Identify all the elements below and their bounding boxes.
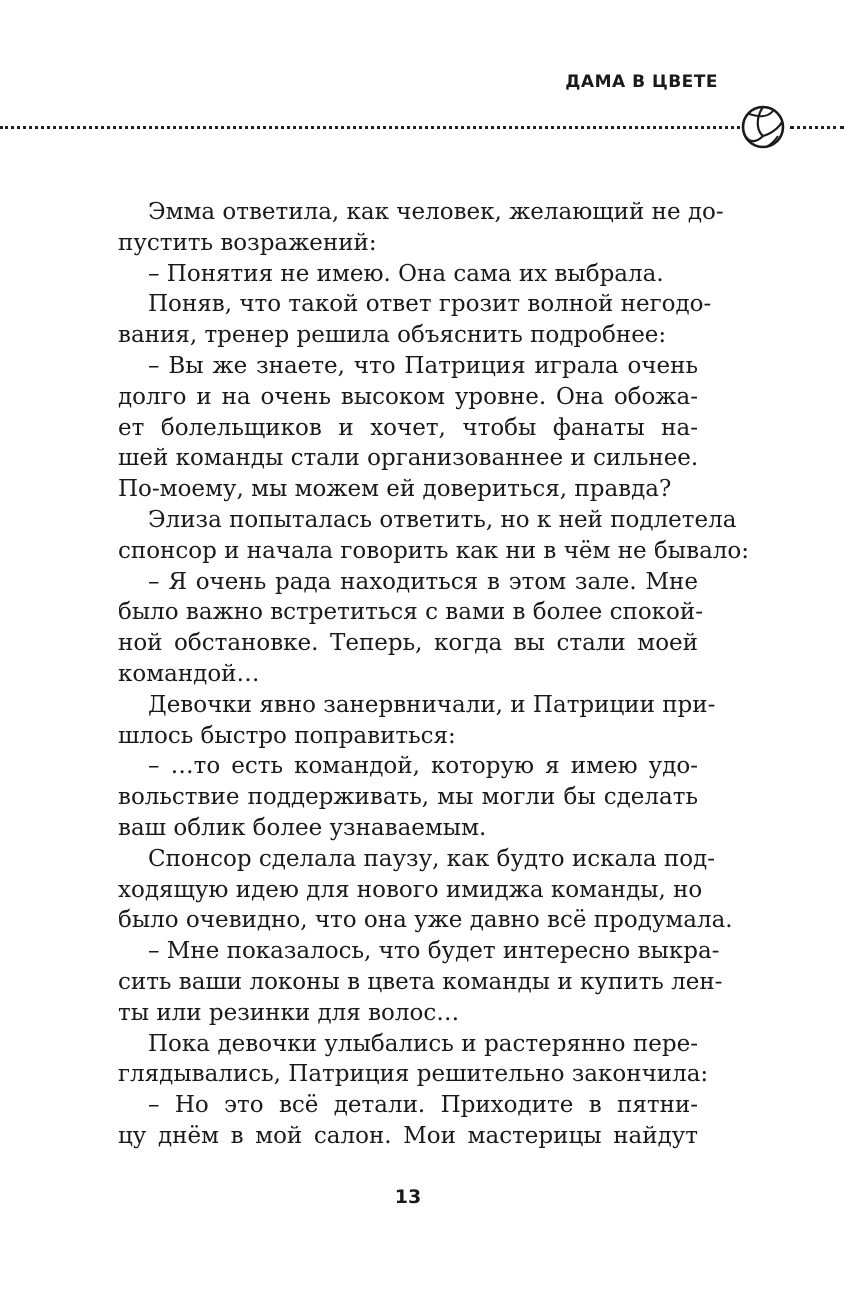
text-line: ходящую идею для нового имиджа команды, но [118, 876, 703, 903]
text-line: ной обстановке. Теперь, когда вы стали моей [118, 630, 698, 657]
text-line: Спонсор сделала паузу, как будто искала под- [148, 845, 715, 872]
text-line: было важно встретиться с вами в более спокой- [118, 599, 703, 626]
text-line: По-моему, мы можем ей довериться, правда? [118, 476, 672, 503]
text-line: ет болельщиков и хочет, чтобы фанаты на- [118, 414, 698, 441]
text-line: вания, тренер решила объяснить подробнее: [118, 322, 667, 349]
text-line: шей команды стали организованнее и сильнее. [118, 445, 699, 472]
text-line: вольствие поддерживать, мы могли бы сделать [118, 784, 698, 811]
text-line: спонсор и начала говорить как ни в чём не бывало: [118, 537, 749, 564]
volleyball-icon [740, 104, 786, 150]
text-line: – Вы же знаете, что Патриция играла очень [148, 352, 698, 379]
text-line: ты или резинки для волос… [118, 999, 460, 1026]
text-line: – Мне показалось, что будет интересно выкра- [148, 938, 720, 965]
text-line: пустить возражений: [118, 229, 377, 256]
text-line: ваш облик более узнаваемым. [118, 814, 487, 841]
page-number: 13 [394, 1186, 422, 1208]
running-header-title: ДАМА В ЦВЕТЕ [565, 72, 718, 92]
text-line: – …то есть командой, которую я имею удо- [148, 753, 698, 780]
header-dotted-rule-left [0, 126, 740, 129]
text-line: было очевидно, что она уже давно всё продумала. [118, 907, 733, 934]
text-line: – Но это всё детали. Приходите в пятни- [148, 1092, 698, 1119]
text-line: Девочки явно занервничали, и Патриции при- [148, 691, 716, 718]
text-line: – Я очень рада находиться в этом зале. Мне [148, 568, 698, 595]
text-line: командой… [118, 660, 260, 687]
text-line: Эмма ответила, как человек, желающий не до- [148, 199, 724, 225]
text-line: глядывались, Патриция решительно закончила: [118, 1061, 709, 1088]
text-line: Поняв, что такой ответ грозит волной негодо- [148, 291, 712, 318]
text-line: сить ваши локоны в цвета команды и купить лен- [118, 968, 723, 995]
text-line: Элиза попыталась ответить, но к ней подлетела [148, 506, 737, 533]
text-line: Пока девочки улыбались и растерянно пере- [148, 1030, 698, 1057]
text-line: шлось быстро поправиться: [118, 722, 456, 749]
text-line: цу днём в мой салон. Мои мастерицы найдут [118, 1122, 698, 1149]
body-text [118, 197, 749, 1152]
header-dotted-rule-right [790, 126, 844, 129]
text-line: – Понятия не имею. Она сама их выбрала. [148, 260, 664, 287]
text-line: долго и на очень высоком уровне. Она обожа- [118, 383, 698, 410]
